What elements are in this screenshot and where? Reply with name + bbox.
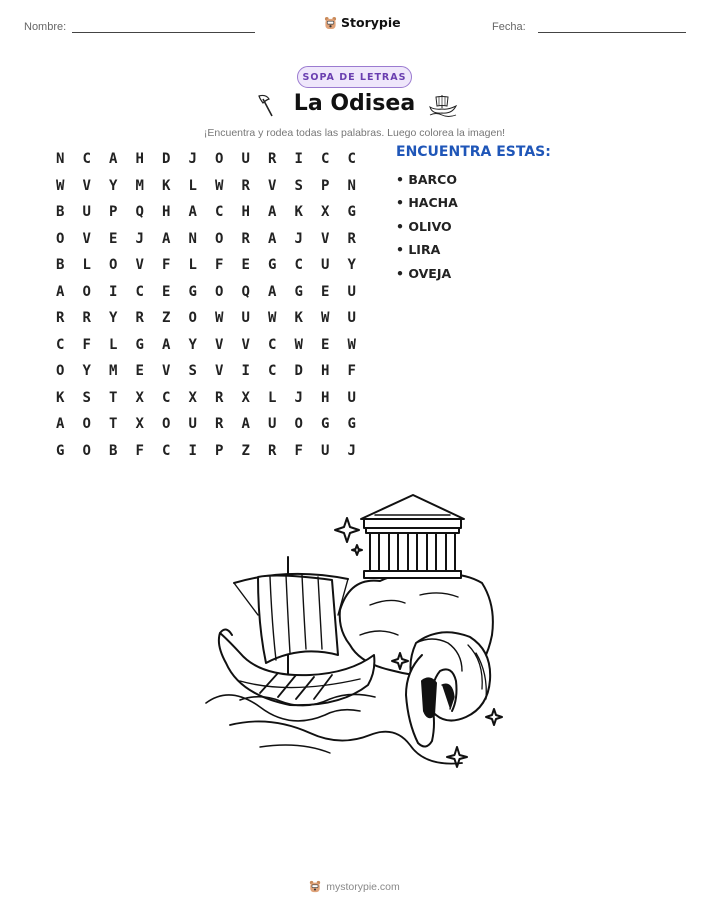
grid-cell[interactable]: G [294, 283, 303, 300]
odyssey-illustration [200, 485, 510, 785]
grid-cell[interactable]: A [268, 230, 277, 247]
greek-temple-icon [361, 495, 464, 578]
letter-grid [47, 146, 365, 464]
grid-cell[interactable]: O [188, 310, 197, 327]
grid-cell[interactable]: H [135, 151, 144, 168]
grid-cell[interactable]: J [347, 442, 356, 459]
grid-cell[interactable]: R [268, 442, 277, 459]
grid-cell[interactable]: C [347, 151, 356, 168]
grid-cell[interactable]: P [109, 204, 118, 221]
grid-cell[interactable]: A [56, 416, 65, 433]
grid-cell[interactable]: F [82, 336, 91, 353]
grid-cell[interactable]: H [321, 363, 330, 380]
word-list-title: ENCUENTRA ESTAS: [396, 144, 551, 160]
grid-cell[interactable]: D [294, 363, 303, 380]
grid-cell[interactable]: G [347, 204, 356, 221]
grid-cell[interactable]: K [56, 389, 65, 406]
grid-cell[interactable]: U [347, 389, 356, 406]
grid-cell[interactable]: O [82, 442, 91, 459]
grid-cell[interactable]: H [321, 389, 330, 406]
grid-cell[interactable]: F [162, 257, 171, 274]
bear-logo-icon [309, 880, 321, 893]
grid-cell[interactable]: U [188, 416, 197, 433]
grid-cell[interactable]: A [241, 416, 250, 433]
grid-cell[interactable]: C [162, 389, 171, 406]
grid-cell[interactable]: Y [188, 336, 197, 353]
grid-cell[interactable]: G [56, 442, 65, 459]
grid-cell[interactable]: C [135, 283, 144, 300]
date-line[interactable] [538, 32, 686, 33]
grid-cell[interactable]: Y [347, 257, 356, 274]
grid-cell[interactable]: E [241, 257, 250, 274]
footer [0, 880, 709, 893]
grid-cell[interactable]: C [56, 336, 65, 353]
grid-cell[interactable]: V [135, 257, 144, 274]
instructions: ¡Encuentra y rodea todas las palabras. Luego colorea la imagen! [203, 127, 506, 139]
grid-cell[interactable]: A [268, 283, 277, 300]
grid-cell[interactable]: R [241, 230, 250, 247]
grid-cell[interactable]: C [215, 204, 224, 221]
grid-cell[interactable]: S [188, 363, 197, 380]
grid-cell[interactable]: C [294, 257, 303, 274]
grid-cell[interactable]: U [268, 416, 277, 433]
brand-name: Storypie [341, 15, 401, 30]
grid-cell[interactable]: O [82, 283, 91, 300]
grid-cell[interactable]: C [82, 151, 91, 168]
grid-cell[interactable]: U [241, 151, 250, 168]
word-item: • BARCO [396, 172, 457, 187]
grid-cell[interactable]: J [294, 230, 303, 247]
brand-logo [324, 15, 401, 30]
grid-cell[interactable]: Q [241, 283, 250, 300]
grid-cell[interactable]: P [321, 177, 330, 194]
grid-cell[interactable]: X [135, 416, 144, 433]
activity-badge: SOPA DE LETRAS [297, 66, 412, 88]
grid-cell[interactable]: R [82, 310, 91, 327]
grid-cell[interactable]: O [294, 416, 303, 433]
name-label: Nombre: [24, 21, 67, 33]
grid-cell[interactable]: G [321, 416, 330, 433]
grid-cell[interactable]: Y [109, 177, 118, 194]
grid-cell[interactable]: T [109, 416, 118, 433]
word-item: • LIRA [396, 242, 441, 258]
spartan-helmet-icon [406, 632, 490, 746]
grid-cell[interactable]: E [321, 283, 330, 300]
grid-cell[interactable]: W [215, 177, 224, 194]
grid-cell[interactable]: I [241, 363, 250, 380]
grid-cell[interactable]: A [56, 283, 65, 300]
grid-cell[interactable]: K [294, 310, 303, 327]
grid-cell[interactable]: C [162, 442, 171, 459]
grid-cell[interactable]: M [135, 177, 144, 194]
grid-cell[interactable]: Y [109, 310, 118, 327]
grid-cell[interactable]: G [347, 416, 356, 433]
grid-cell[interactable]: L [109, 336, 118, 353]
grid-cell[interactable]: E [162, 283, 171, 300]
grid-cell[interactable]: X [241, 389, 250, 406]
grid-cell[interactable]: F [294, 442, 303, 459]
word-item: • OLIVO [396, 218, 452, 234]
grid-cell[interactable]: X [188, 389, 197, 406]
grid-cell[interactable]: F [347, 363, 356, 380]
grid-cell[interactable]: O [162, 416, 171, 433]
grid-cell[interactable]: B [109, 442, 118, 459]
grid-cell[interactable]: V [215, 363, 224, 380]
grid-cell[interactable]: R [241, 177, 250, 194]
footer-url: mystorypie.com [326, 880, 400, 893]
grid-cell[interactable]: G [188, 283, 197, 300]
grid-cell[interactable]: L [82, 257, 91, 274]
grid-cell[interactable]: O [56, 230, 65, 247]
grid-cell[interactable]: O [82, 416, 91, 433]
grid-cell[interactable]: K [162, 177, 171, 194]
sparkle-icon [486, 709, 502, 725]
grid-cell[interactable]: U [241, 310, 250, 327]
grid-cell[interactable]: R [268, 151, 277, 168]
grid-cell[interactable]: U [82, 204, 91, 221]
grid-cell[interactable]: Y [82, 363, 91, 380]
grid-cell[interactable]: O [215, 230, 224, 247]
grid-cell[interactable]: V [82, 230, 91, 247]
grid-cell[interactable]: E [135, 363, 144, 380]
grid-cell[interactable]: W [294, 336, 303, 353]
grid-cell[interactable]: U [347, 310, 356, 327]
grid-cell[interactable]: B [56, 257, 65, 274]
word-item: • OVEJA [396, 265, 452, 281]
grid-cell[interactable]: U [321, 442, 330, 459]
grid-cell[interactable]: I [188, 442, 197, 459]
grid-cell[interactable]: T [109, 389, 118, 406]
grid-cell[interactable]: L [188, 177, 197, 194]
grid-cell[interactable]: H [241, 204, 250, 221]
sparkle-icon [335, 518, 359, 542]
grid-cell[interactable]: N [347, 177, 356, 194]
grid-cell[interactable]: Z [162, 310, 171, 327]
grid-cell[interactable]: X [135, 389, 144, 406]
grid-cell[interactable]: A [268, 204, 277, 221]
word-list [396, 171, 458, 288]
name-line[interactable] [72, 32, 255, 33]
grid-cell[interactable]: O [56, 363, 65, 380]
grid-cell[interactable]: G [268, 257, 277, 274]
grid-cell[interactable]: W [321, 310, 330, 327]
grid-cell[interactable]: E [109, 230, 118, 247]
grid-cell[interactable]: W [215, 310, 224, 327]
grid-cell[interactable]: H [162, 204, 171, 221]
grid-cell[interactable]: J [135, 230, 144, 247]
grid-cell[interactable]: V [82, 177, 91, 194]
grid-cell[interactable]: N [56, 151, 65, 168]
grid-cell[interactable]: C [268, 363, 277, 380]
grid-cell[interactable]: A [162, 336, 171, 353]
grid-cell[interactable]: E [321, 336, 330, 353]
grid-cell[interactable]: J [188, 151, 197, 168]
bear-logo-icon [324, 16, 337, 30]
grid-cell[interactable]: K [294, 204, 303, 221]
grid-cell[interactable]: I [109, 283, 118, 300]
grid-cell[interactable]: F [135, 442, 144, 459]
grid-cell[interactable]: L [268, 389, 277, 406]
ship-title-icon [428, 92, 458, 118]
grid-cell[interactable]: A [188, 204, 197, 221]
grid-cell[interactable]: R [347, 230, 356, 247]
grid-cell[interactable]: A [109, 151, 118, 168]
grid-cell[interactable]: J [294, 389, 303, 406]
grid-cell[interactable]: R [135, 310, 144, 327]
sparkle-icon [352, 545, 362, 555]
grid-cell[interactable]: U [321, 257, 330, 274]
grid-cell[interactable]: V [268, 177, 277, 194]
grid-cell[interactable]: C [321, 151, 330, 168]
grid-cell[interactable]: B [56, 204, 65, 221]
grid-cell[interactable]: F [215, 257, 224, 274]
grid-cell[interactable]: S [82, 389, 91, 406]
grid-cell[interactable]: R [215, 416, 224, 433]
grid-cell[interactable]: Z [241, 442, 250, 459]
grid-cell[interactable]: V [215, 336, 224, 353]
grid-cell[interactable]: R [215, 389, 224, 406]
date-label: Fecha: [492, 21, 526, 33]
grid-cell[interactable]: G [135, 336, 144, 353]
grid-cell[interactable]: D [162, 151, 171, 168]
grid-cell[interactable]: U [347, 283, 356, 300]
grid-cell[interactable]: W [56, 177, 65, 194]
grid-cell[interactable]: I [294, 151, 303, 168]
grid-cell[interactable]: V [162, 363, 171, 380]
grid-cell[interactable]: O [215, 283, 224, 300]
grid-cell[interactable]: C [268, 336, 277, 353]
grid-cell[interactable]: X [321, 204, 330, 221]
grid-cell[interactable]: P [215, 442, 224, 459]
grid-cell[interactable]: W [268, 310, 277, 327]
word-item: • HACHA [396, 195, 458, 211]
grid-cell[interactable]: N [188, 230, 197, 247]
grid-cell[interactable]: M [109, 363, 118, 380]
grid-cell[interactable]: L [188, 257, 197, 274]
grid-cell[interactable]: V [241, 336, 250, 353]
grid-cell[interactable]: Q [135, 204, 144, 221]
grid-cell[interactable]: R [56, 310, 65, 327]
grid-cell[interactable]: O [109, 257, 118, 274]
grid-cell[interactable]: O [215, 151, 224, 168]
grid-cell[interactable]: V [321, 230, 330, 247]
grid-cell[interactable]: S [294, 177, 303, 194]
page-title: La Odisea [293, 91, 416, 116]
grid-cell[interactable]: A [162, 230, 171, 247]
grid-cell[interactable]: W [347, 336, 356, 353]
